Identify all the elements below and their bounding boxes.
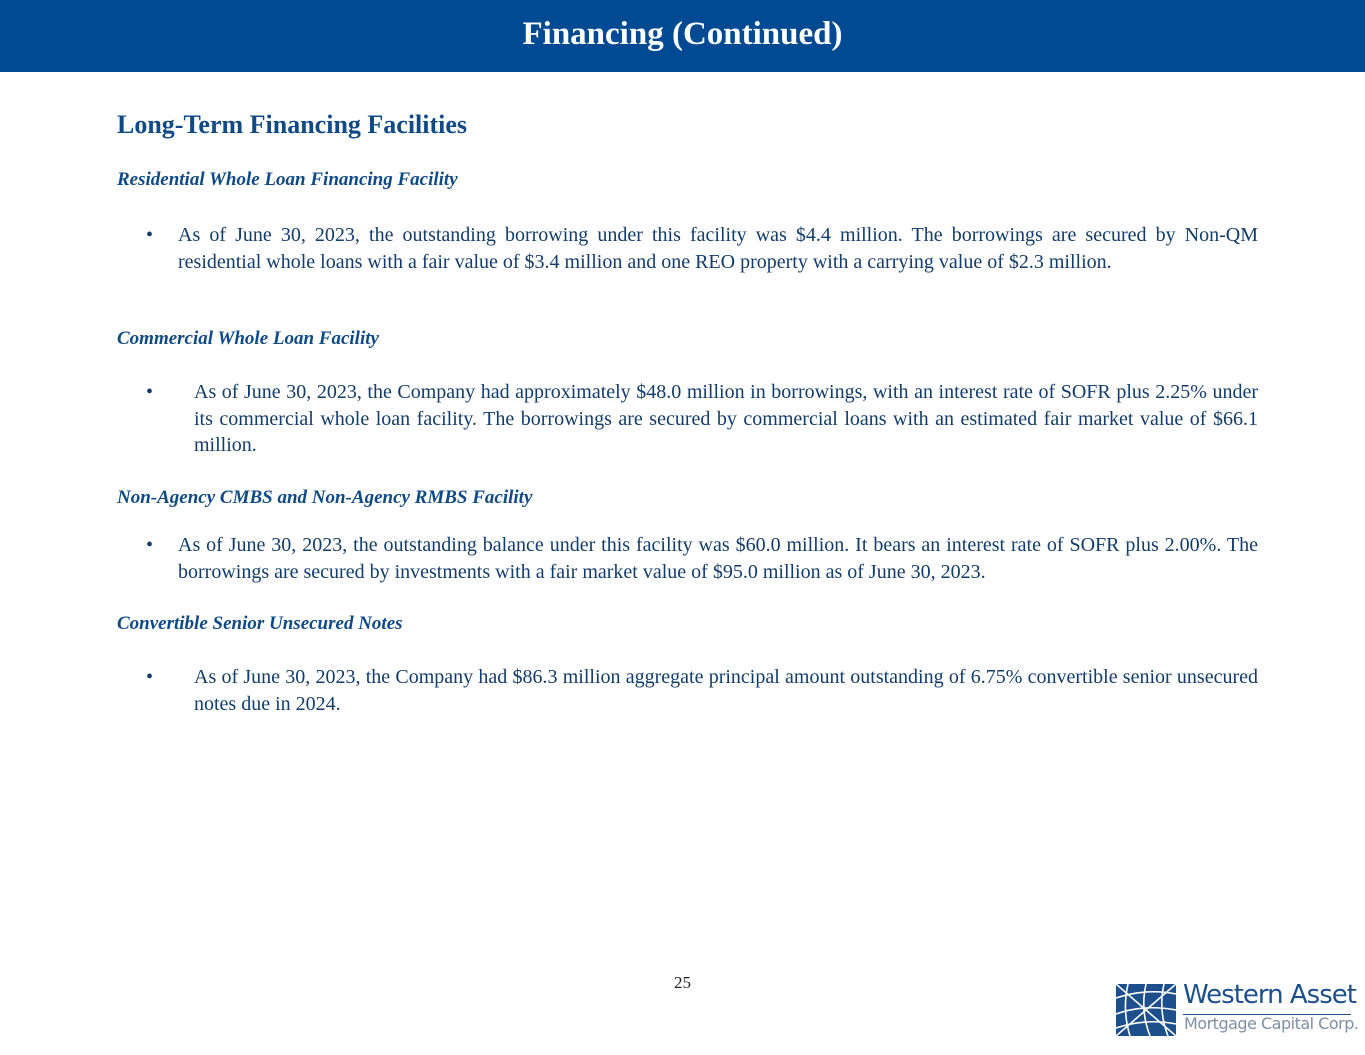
bullet-icon: • <box>146 534 154 556</box>
globe-grid-icon <box>1116 984 1176 1036</box>
page-title: Financing (Continued) <box>522 16 843 52</box>
subhead-residential-whole-loan: Residential Whole Loan Financing Facility <box>117 169 458 190</box>
bullet-icon: • <box>146 381 154 403</box>
bullet-text: As of June 30, 2023, the outstanding borrowing under this facility was $4.4 million. The borrowings are secured by Non-QM residential whole loans with a fair value of $3.4 million and one REO property with a carrying value of $2.3 million. <box>178 224 1258 273</box>
logo-name: Western Asset <box>1183 980 1356 1010</box>
header-bar <box>0 0 1365 72</box>
bullet-text: As of June 30, 2023, the outstanding balance under this facility was $60.0 million. It bears an interest rate of SOFR plus 2.00%. The borrowings are secured by investments with a fair market value of $95.0 million as of June 30, 2023. <box>178 534 1258 583</box>
bullet-icon: • <box>146 224 154 246</box>
bullet-non-agency-cmbs-rmbs <box>146 532 1258 585</box>
bullet-icon: • <box>146 666 154 688</box>
bullet-residential-whole-loan <box>146 222 1258 275</box>
section-title: Long-Term Financing Facilities <box>117 110 468 139</box>
page-number: 25 <box>674 973 691 992</box>
company-logo <box>1116 980 1359 1038</box>
subhead-convertible-notes: Convertible Senior Unsecured Notes <box>117 613 403 634</box>
subhead-commercial-whole-loan: Commercial Whole Loan Facility <box>117 328 379 349</box>
logo-subname: Mortgage Capital Corp. <box>1184 1014 1359 1033</box>
subhead-non-agency-cmbs-rmbs: Non-Agency CMBS and Non-Agency RMBS Facility <box>117 487 533 508</box>
bullet-commercial-whole-loan <box>146 379 1258 459</box>
bullet-convertible-notes <box>146 664 1258 717</box>
bullet-text: As of June 30, 2023, the Company had $86.3 million aggregate principal amount outstanding of 6.75% convertible senior unsecured notes due in 2024. <box>194 666 1258 715</box>
bullet-text: As of June 30, 2023, the Company had approximately $48.0 million in borrowings, with an interest rate of SOFR plus 2.25% under its commercial whole loan facility. The borrowings are secured by commercial loans with an estimated fair market value of $66.1 million. <box>194 381 1258 456</box>
